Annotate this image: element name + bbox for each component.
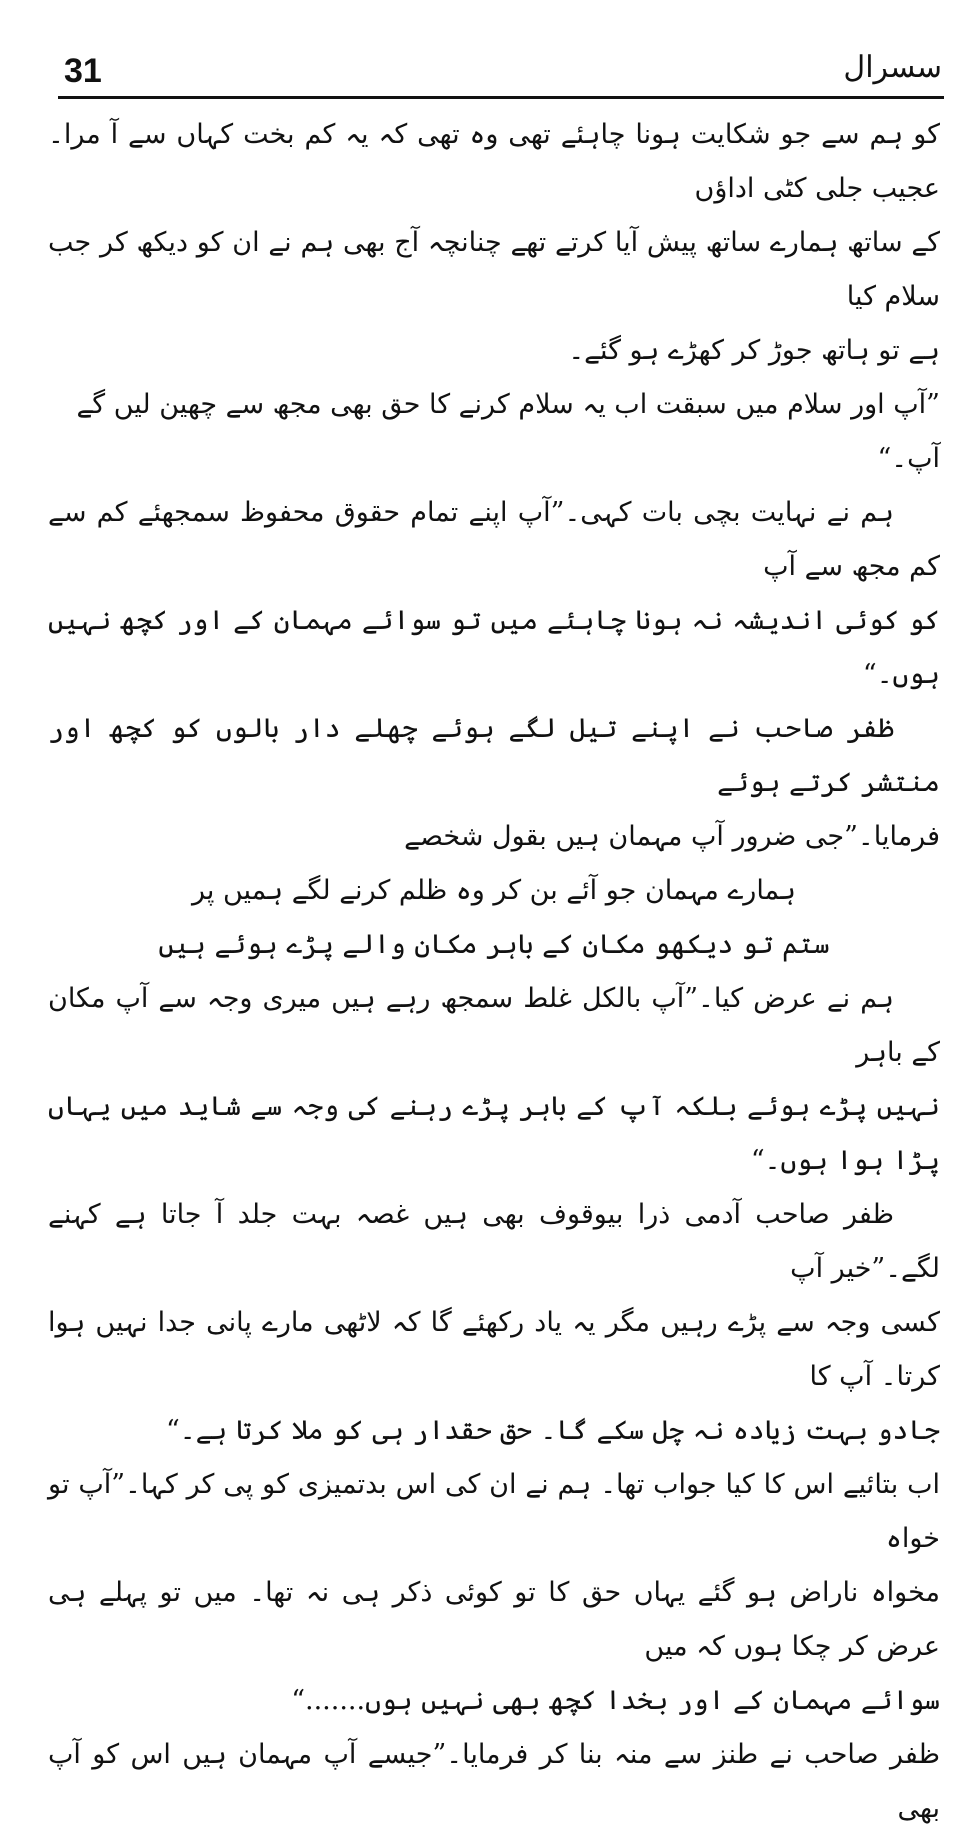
text-line: کسی وجہ سے پڑے رہیں مگر یہ یاد رکھئے گا کہ لاٹھی مارے پانی جدا نہیں ہوا کرتا۔ آپ کا: [48, 1307, 940, 1392]
text-line: کو کوئی اندیشہ نہ ہونا چاہئے میں تو سوائے مہمان کے اور کچھ نہیں ہوں۔“: [48, 605, 940, 690]
text-line: جادو بہت زیادہ نہ چل سکے گا۔ حق حقدار ہی کو ملا کرتا ہے۔“: [165, 1415, 940, 1446]
page-number: 31: [64, 52, 102, 90]
text-line: ظفر صاحب نے اپنے تیل لگے ہوئے چھلے دار بالوں کو کچھ اور منتشر کرتے ہوئے: [48, 713, 940, 798]
text-line: ہم نے نہایت بچی بات کہی۔”آپ اپنے تمام حقوق محفوظ سمجھئے کم سے کم مجھ سے آپ: [48, 497, 940, 582]
text-line: ہم نے عرض کیا۔”آپ بالکل غلط سمجھ رہے ہیں میری وجہ سے آپ مکان کے باہر: [48, 983, 940, 1068]
text-line: ”آپ اور سلام میں سبقت اب یہ سلام کرنے کا حق بھی مجھ سے چھین لیں گے: [76, 389, 940, 420]
text-line: مخواہ ناراض ہو گئے یہاں حق کا تو کوئی ذکر ہی نہ تھا۔ میں تو پہلے ہی عرض کر چکا ہوں کہ میں: [48, 1577, 940, 1662]
text-line: آپ۔“: [877, 443, 940, 474]
verse-line: ہمارے مہمان جو آئے بن کر وہ ظلم کرنے لگے ہمیں پر: [191, 875, 796, 906]
running-title: سسرال: [843, 50, 942, 85]
text-line: فرمایا۔”جی ضرور آپ مہمان ہیں بقول شخصے: [404, 821, 940, 852]
text-line: کے ساتھ ہمارے ساتھ پیش آیا کرتے تھے چنانچہ آج بھی ہم نے ان کو دیکھ کر جب سلام کیا: [48, 227, 940, 312]
verse-line: ستم تو دیکھو مکان کے باہر مکان والے پڑے ہوئے ہیں: [158, 929, 830, 960]
page-header: [58, 50, 944, 99]
text-line: ظفر صاحب نے طنز سے منہ بنا کر فرمایا۔”جیسے آپ مہمان ہیں اس کو آپ بھی: [48, 1739, 940, 1824]
text-line: اب بتائیے اس کا کیا جواب تھا۔ ہم نے ان کی اس بدتمیزی کو پی کر کہا۔”آپ تو خواہ: [48, 1469, 940, 1554]
text-line: نہیں پڑے ہوئے بلکہ آپ کے باہر پڑے رہنے کی وجہ سے شاید میں یہاں پڑا ہوا ہوں۔“: [48, 1091, 940, 1176]
body-text: [48, 108, 940, 1836]
text-line: کو ہم سے جو شکایت ہونا چاہئے تھی وہ تھی کہ یہ کم بخت کہاں سے آ مرا۔ عجیب جلی کٹی اداؤں: [48, 119, 940, 204]
text-line: ظفر صاحب آدمی ذرا بیوقوف بھی ہیں غصہ بہت جلد آ جاتا ہے کہنے لگے۔”خیر آپ: [48, 1199, 940, 1284]
text-line: سوائے مہمان کے اور بخدا کچھ بھی نہیں ہوں.......“: [291, 1685, 940, 1716]
text-line: ہے تو ہاتھ جوڑ کر کھڑے ہو گئے۔: [568, 335, 940, 366]
